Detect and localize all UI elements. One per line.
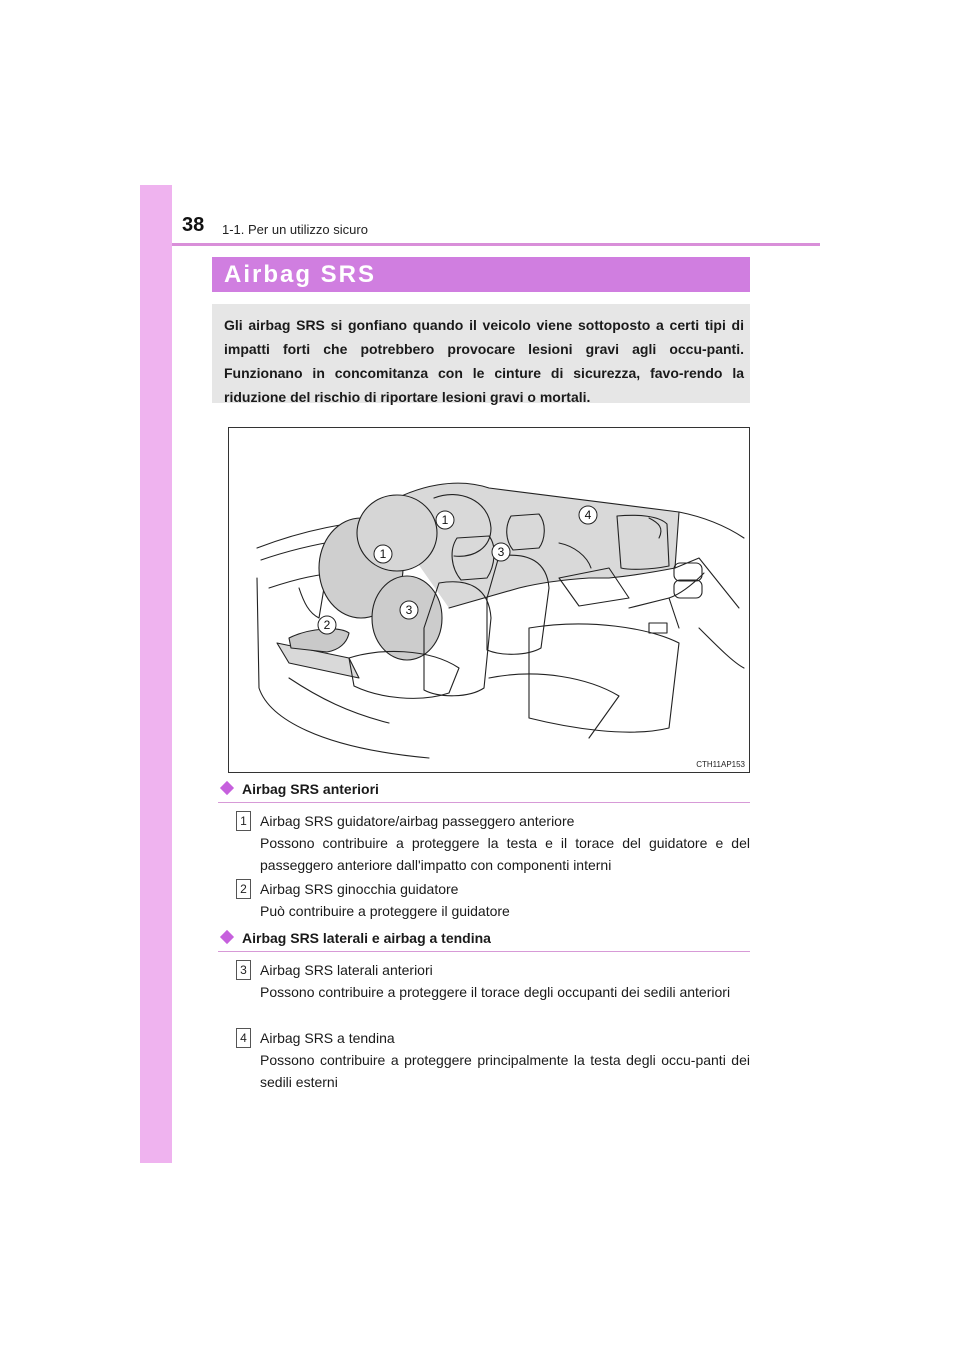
item-number-badge: 2 [236, 879, 251, 899]
side-color-tab [140, 185, 172, 1163]
callout-3a-text: 3 [497, 545, 505, 559]
header-divider [172, 243, 820, 246]
callout-3b [400, 601, 418, 619]
callout-4-text: 4 [584, 508, 592, 522]
item-title: Airbag SRS ginocchia guidatore [260, 881, 459, 897]
callout-1a-text: 1 [441, 513, 449, 527]
callout-1b [374, 545, 392, 563]
callout-2 [318, 616, 336, 634]
page-title: Airbag SRS [212, 257, 750, 292]
callout-1b-text: 1 [379, 547, 387, 561]
diamond-bullet-icon [220, 930, 234, 944]
list-item [236, 878, 750, 922]
item-title: Airbag SRS a tendina [260, 1030, 395, 1046]
item-description: Possono contribuire a proteggere la testa e il torace del guidatore e del passeggero anteriore dall'impatto con componenti interni [260, 835, 750, 873]
item-description: Possono contribuire a proteggere il torace degli occupanti dei sedili anteriori [260, 984, 731, 1000]
intro-text: Gli airbag SRS si gonfiano quando il veicolo viene sottoposto a certi tipi di impatti forti che potrebbero provocare lesioni gravi agli occu-panti. Funzionano in concomitanza con le cinture di sicurezza, favo-rendo la riduzione del rischio di riportare lesioni gravi o mortali. [224, 317, 744, 405]
item-number-badge: 3 [236, 960, 251, 980]
figure-code: CTH11AP153 [696, 760, 745, 769]
list-item [236, 959, 750, 1003]
item-description: Possono contribuire a proteggere principalmente la testa degli occu-panti dei sedili esterni [260, 1052, 750, 1090]
item-title: Airbag SRS guidatore/airbag passeggero anteriore [260, 813, 575, 829]
page-number: 38 [182, 214, 205, 236]
item-title: Airbag SRS laterali anteriori [260, 962, 433, 978]
section-heading-side-airbags [218, 927, 750, 952]
callout-4 [579, 506, 597, 524]
section-heading-text: Airbag SRS anteriori [242, 781, 379, 797]
diamond-bullet-icon [220, 781, 234, 795]
callout-1a [436, 511, 454, 529]
airbag-illustration [228, 427, 750, 773]
list-item [236, 1027, 750, 1093]
intro-box [212, 304, 750, 403]
callout-2-text: 2 [323, 618, 331, 632]
item-description: Può contribuire a proteggere il guidatore [260, 903, 510, 919]
item-number-badge: 1 [236, 811, 251, 831]
callout-3b-text: 3 [405, 603, 413, 617]
car-interior-drawing [229, 428, 749, 772]
callout-3a [492, 543, 510, 561]
breadcrumb: 1-1. Per un utilizzo sicuro [222, 222, 368, 237]
item-number-badge: 4 [236, 1028, 251, 1048]
section-heading-front-airbags [218, 778, 750, 803]
list-item [236, 810, 750, 876]
section-heading-text: Airbag SRS laterali e airbag a tendina [242, 930, 491, 946]
